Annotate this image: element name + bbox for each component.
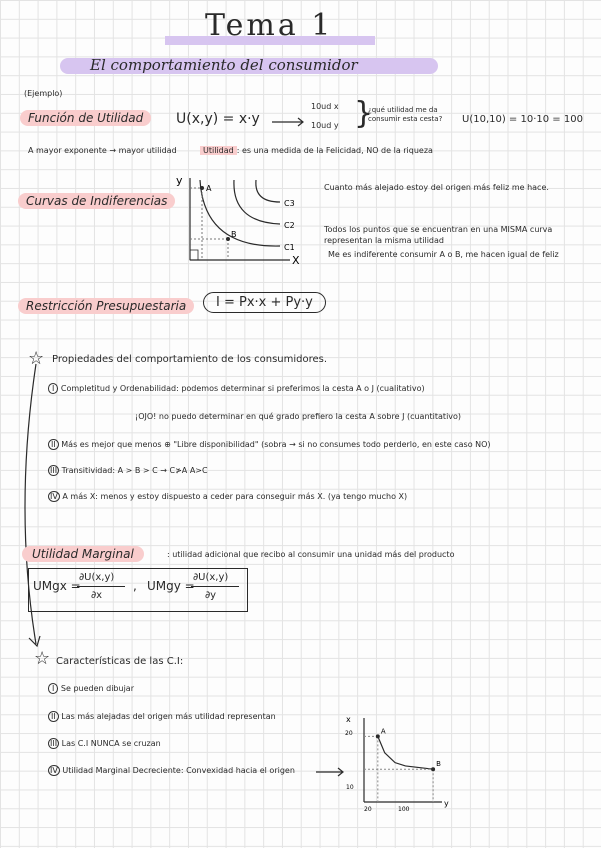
- marginal-desc: : utilidad adicional que recibo al consumir una unidad más del producto: [167, 550, 455, 559]
- prop-1: I Completitud y Ordenabilidad: podemos determinar si preferimos la cesta A o J (cualitativo): [48, 384, 425, 393]
- char-2: II Las más alejadas del origen más utilidad representan: [48, 712, 276, 721]
- utility-question: ¿qué utilidad me da consumir esta cesta?: [368, 106, 443, 123]
- utility-result: U(10,10) = 10·10 = 100: [462, 114, 583, 125]
- ind-note-2: Todos los puntos que se encuentran en una MISMA curva representan la misma utilidad: [324, 225, 553, 245]
- utility-formula: U(x,y) = x·y: [176, 111, 260, 127]
- indifference-label: Curvas de Indiferencias: [18, 193, 175, 209]
- char-1: I Se pueden dibujar: [48, 684, 134, 693]
- example-tag: (Ejemplo): [24, 89, 63, 98]
- page-title: [165, 6, 375, 46]
- chart-point-label-b: B: [436, 760, 441, 769]
- star-icon: ☆: [28, 348, 45, 369]
- connector-arrow-icon: [14, 360, 54, 660]
- chart-axis-y-label: x: [346, 715, 351, 724]
- char-4: IV Utilidad Marginal Decreciente: Convexidad hacia el origen: [50, 766, 295, 775]
- label-a: A: [206, 184, 212, 193]
- indifference-graph: [172, 172, 307, 272]
- star-icon-2: ☆: [34, 648, 51, 669]
- note-definition: Utilidad : es una medida de la Felicidad, NO de la riqueza: [200, 146, 433, 155]
- prop-3: III Transitividad: A > B > C → C≯A A>C: [50, 466, 208, 475]
- note-exponent: A mayor exponente → mayor utilidad: [28, 146, 177, 155]
- point-a: [200, 186, 204, 190]
- label-c3: C3: [284, 199, 295, 208]
- arrow-right-icon: [272, 116, 306, 128]
- budget-label: Restricción Presupuestaria: [18, 298, 194, 314]
- marginal-label: Utilidad Marginal: [22, 546, 144, 562]
- properties-title: Propiedades del comportamiento de los consumidores.: [52, 354, 328, 365]
- ind-note-1: Cuanto más alejado estoy del origen más feliz me hace.: [324, 183, 549, 192]
- curve-c1: [200, 180, 280, 246]
- point-b: [226, 237, 230, 241]
- label-c1: C1: [284, 243, 295, 252]
- chart-tick-x-left: 20: [364, 806, 372, 813]
- chart-axis-x-label: y: [444, 799, 449, 808]
- budget-formula: I = Px·x + Py·y: [203, 292, 326, 313]
- chart-point-b: [431, 767, 435, 771]
- axis-y-label: y: [176, 174, 183, 187]
- brace-icon: }: [354, 96, 374, 131]
- ci-chart: [340, 712, 450, 818]
- qty-x: 10ud x: [311, 102, 339, 111]
- curve-c3: [256, 180, 280, 202]
- prop-1-note: ¡OJO! no puedo determinar en qué grado prefiero la cesta A sobre J (cuantitativo): [135, 412, 462, 421]
- axis-x-label: X: [292, 254, 300, 267]
- chart-series-line-0: [378, 736, 433, 769]
- prop-2: II Más es mejor que menos ⊕ "Libre disponibilidad" (sobra → si no consumes todo perderlo, en este caso NO): [48, 440, 491, 449]
- chart-tick-y-top: 20: [345, 730, 353, 737]
- label-c2: C2: [284, 221, 295, 230]
- qty-y: 10ud y: [311, 121, 339, 130]
- prop-4: IV A más X: menos y estoy dispuesto a ceder para conseguir más X. (ya tengo mucho X): [50, 492, 408, 501]
- ind-note-3: Me es indiferente consumir A o B, me hacen igual de feliz: [328, 250, 559, 259]
- title-text: Tema 1: [205, 8, 334, 43]
- char-3: III Las C.I NUNCA se cruzan: [50, 739, 161, 748]
- marginal-box: UMgx = ∂U(x,y) ∂x , UMgy = ∂U(x,y) ∂y: [28, 568, 248, 612]
- chart-tick-x-right: 100: [398, 806, 410, 813]
- characteristics-title: Características de las C.I:: [56, 656, 184, 667]
- chart-point-label-a: A: [380, 727, 386, 736]
- label-b: B: [231, 230, 237, 239]
- subtitle: El comportamiento del consumidor: [60, 56, 438, 74]
- chart-point-a: [376, 734, 380, 738]
- chart-tick-y-bottom: 10: [346, 784, 354, 791]
- utility-label: Función de Utilidad: [20, 110, 151, 126]
